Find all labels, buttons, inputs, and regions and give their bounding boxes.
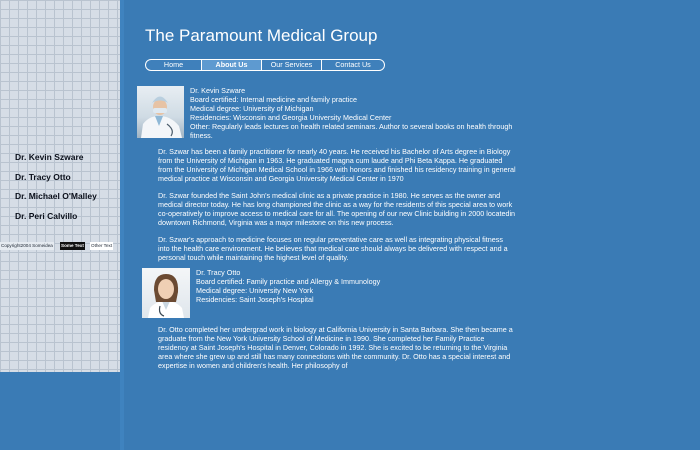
doctor-bio-line: medical director today. He has long championed the clinic as a way for the residents of this special area to work (158, 200, 513, 209)
doctor-other-cont: fitness. (190, 131, 213, 140)
doctor-portrait-icon (142, 268, 190, 318)
doctor-board: Board certified: Family practice and Allergy & Immunology (196, 277, 381, 286)
doctor-bio-line: graduate from the New York University School of Medicine in 1990. She completed her Family Practice (158, 334, 485, 343)
doctor-residencies: Residencies: Wisconsin and Georgia University Medical Center (190, 113, 392, 122)
doctor-bio-line: area where she grew up and still has many connections with the community. Dr. Otto has a special interest and (158, 352, 511, 361)
doctor-bio-line: from the University of Michigan in 1963. He graduated magna cum laude and Phi Beta Kappa. He graduated (158, 156, 503, 165)
doctor-bio-line: from the University of Michigan Medical School in 1966 with honors and finished his residency training in general (158, 165, 516, 174)
doctor-board: Board certified: Internal medicine and family practice (190, 95, 357, 104)
doctor-bio-line: expertise in women and children's health. Her philosophy of (158, 361, 348, 370)
doctor-portrait-icon (137, 86, 184, 138)
doctor-other: Other: Regularly leads lectures on health related seminars. Author to several books on health through (190, 122, 513, 131)
doctor-name: Dr. Tracy Otto (196, 268, 241, 277)
doctor-name: Dr. Kevin Szware (190, 86, 246, 95)
other-text-link[interactable]: Other Text (91, 243, 113, 248)
doctor-bio-line: Dr. Otto completed her umdergrad work in biology at California University in Santa Barbara. She then became a (158, 325, 513, 334)
doctor-bio-line: co-operatively to improve access to medical care for all. The opening of our new Clinic building in 2000 locatedin (158, 209, 516, 218)
doctor-bio-line: downtown Richmond, Virginia was a major milestone on this new process. (158, 218, 394, 227)
copyright-text: Copyright2004 Someidea (1, 243, 53, 248)
doctor-bio-line: Dr. Szwar founded the Saint John's medical clinic as a private practice in 1980. He serves as the owner and (158, 191, 501, 200)
sidebar-footer (0, 242, 120, 250)
doctor-bio-line: Dr. Szwar's approach to medicine focuses on regular preventative care as well as integrating physical fitness (158, 235, 503, 244)
sidebar (0, 0, 120, 372)
nav-about-us[interactable]: About Us (202, 60, 262, 70)
some-text-link[interactable]: Some Text (61, 243, 84, 248)
doctor-bio-line: medical practice at Wisconsin and Georgia University Medical Center in 1970 (158, 174, 404, 183)
doctor-bio-line: Dr. Szwar has been a family practitioner for nearly 40 years. He received his Bachelor of Arts degree in Biology (158, 147, 511, 156)
sidebar-item-tracy-otto[interactable]: Dr. Tracy Otto (15, 172, 71, 182)
doctor-bio-line: personal touch while maintaining the highest level of quality. (158, 253, 349, 262)
nav-home[interactable]: Home (146, 60, 202, 70)
sidebar-item-peri-calvillo[interactable]: Dr. Peri Calvillo (15, 211, 78, 221)
doctor-degree: Medical degree: University New York (196, 286, 314, 295)
sidebar-divider (120, 0, 124, 450)
nav-contact-us[interactable]: Contact Us (335, 60, 371, 69)
doctor-photo-kevin-szware (137, 86, 184, 138)
sidebar-item-kevin-szware[interactable]: Dr. Kevin Szware (15, 152, 84, 162)
sidebar-item-michael-omalley[interactable]: Dr. Michael O'Malley (15, 191, 97, 201)
site-title: The Paramount Medical Group (145, 26, 378, 45)
doctor-bio-line: into the health care environment. He believes that medical care should always be delivered with respect and a (158, 244, 508, 253)
doctor-photo-tracy-otto (142, 268, 190, 318)
nav-our-services[interactable]: Our Services (262, 60, 322, 70)
doctor-residencies: Residencies: Saint Joseph's Hospital (196, 295, 314, 304)
doctor-degree: Medical degree: University of Michigan (190, 104, 314, 113)
main-nav (145, 59, 385, 71)
doctor-bio-line: residency at Saint Joseph's Hospital in Denver, Colorado in 1992. She is excited to be returning to the Virginia (158, 343, 508, 352)
